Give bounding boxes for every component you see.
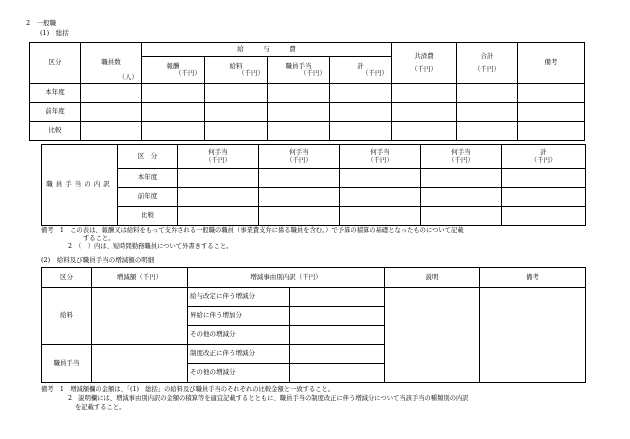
- row-label: 前年度: [118, 188, 178, 207]
- col-header: [259, 145, 340, 169]
- col-header: [421, 145, 502, 169]
- uchiwake-header: 増減事由別内訳（千円）: [188, 268, 385, 288]
- col-label: 何手当: [451, 148, 471, 157]
- section-title: 2 一般職: [26, 19, 57, 27]
- allowance-breakdown-table: [41, 144, 586, 226]
- reason-label: 昇給に伴う増加分: [188, 307, 290, 326]
- summary-subtitle: (1) 総括: [40, 29, 69, 37]
- table-row: [30, 84, 585, 103]
- staff-count-label: 職員数: [101, 58, 121, 67]
- kyosai-unit: （千円）: [411, 64, 437, 73]
- table-row: [42, 188, 586, 207]
- note2-line2-cont: を記載すること。: [75, 404, 126, 411]
- col-header: [502, 145, 586, 169]
- row-label: 本年度: [118, 169, 178, 188]
- row-label: 比較: [118, 207, 178, 226]
- goukei-label: 合計: [480, 52, 494, 61]
- note1-line2: 2 （ ）内は、短時間勤務職員について外書きすること。: [68, 243, 233, 250]
- allowance-side-label: [42, 145, 118, 226]
- teate-header: [268, 57, 330, 84]
- col-label: 何手当: [370, 148, 390, 157]
- col-label: 何手当: [289, 148, 309, 157]
- reason-label: 制度改正に伴う増減分: [188, 345, 290, 364]
- bikou-header: 備考: [480, 268, 586, 288]
- table-row: [30, 103, 585, 122]
- note2-line2: 2 説明欄には、増減事由別内訳の金額の積算等を適宜記載するとともに、職員手当の制度改正に伴う増減分について当該手当の種類別の内訳: [68, 395, 469, 402]
- col-unit: （千円）: [286, 155, 312, 164]
- kubun-header: 区 分: [118, 145, 178, 169]
- staff-unit: （人）: [118, 72, 138, 81]
- reason-label: その他の増減分: [188, 326, 290, 345]
- row-label: 本年度: [30, 84, 81, 103]
- teate-label: 職員手当: [285, 61, 312, 70]
- col-unit: （千円）: [367, 155, 393, 164]
- kubun-header: 区分: [42, 268, 92, 288]
- allowance-side-text: 職員手当の内訳: [46, 180, 113, 189]
- kyuryo-label: 給料: [42, 288, 92, 345]
- table-row: [42, 207, 586, 226]
- col-unit: （千円）: [205, 155, 231, 164]
- kyosai-label: 共済費: [414, 52, 434, 61]
- col-header: [340, 145, 421, 169]
- table-row: [42, 169, 586, 188]
- reason-label: 給与改定に伴う増減分: [188, 288, 290, 307]
- col-unit: （千円）: [530, 155, 557, 164]
- kei-header: [330, 57, 392, 84]
- col-label: 計: [540, 148, 547, 157]
- table-row: [30, 122, 585, 141]
- kyuryo-label: 給料: [229, 61, 243, 70]
- table-row: [42, 288, 586, 307]
- houshu-header: [142, 57, 205, 84]
- teate-label: 職員手当: [42, 345, 92, 383]
- houshu-label: 報酬: [166, 61, 180, 70]
- kyuryo-header: [205, 57, 268, 84]
- kubun-header: 区分: [30, 43, 81, 84]
- teate-unit: （千円）: [300, 69, 326, 77]
- row-label: 前年度: [30, 103, 81, 122]
- col-unit: （千円）: [448, 155, 474, 164]
- goukei-header: [457, 43, 518, 84]
- col-label: 何手当: [208, 148, 228, 157]
- note1-line1-cont: すること。: [83, 235, 115, 242]
- kei-label: 計: [357, 61, 364, 70]
- kei-unit: （千円）: [362, 69, 388, 77]
- col-header: [178, 145, 259, 169]
- staff-count-header: [81, 43, 142, 84]
- goukei-unit: （千円）: [474, 64, 500, 73]
- setsumei-header: 説明: [385, 268, 480, 288]
- note2-line1: 備考 1 増減額欄の金額は、「(1) 総括」の給料及び職員手当のそれぞれの比較金額と一致すること。: [41, 386, 335, 393]
- kyuryo-unit: （千円）: [238, 69, 264, 77]
- houshu-unit: （千円）: [175, 69, 201, 77]
- note1-line1: 備考 1 この表は、報酬又は給料をもって支弁される一般職の職員（事業費支弁に係る職員を含む。）で予算の積算の基礎となったものについて記載: [41, 227, 464, 234]
- bikou-header: 備考: [518, 43, 585, 84]
- kyosai-header: [392, 43, 457, 84]
- zougen-header: 増減額（千円）: [92, 268, 188, 288]
- increase-decrease-table: [41, 267, 586, 383]
- row-label: 比較: [30, 122, 81, 141]
- reason-label: その他の増減分: [188, 364, 290, 383]
- summary-table: [29, 42, 585, 141]
- kyuyohi-header: 給 与 費: [142, 43, 392, 57]
- increase-subtitle: (2) 給料及び職員手当の増減額の明細: [41, 256, 155, 264]
